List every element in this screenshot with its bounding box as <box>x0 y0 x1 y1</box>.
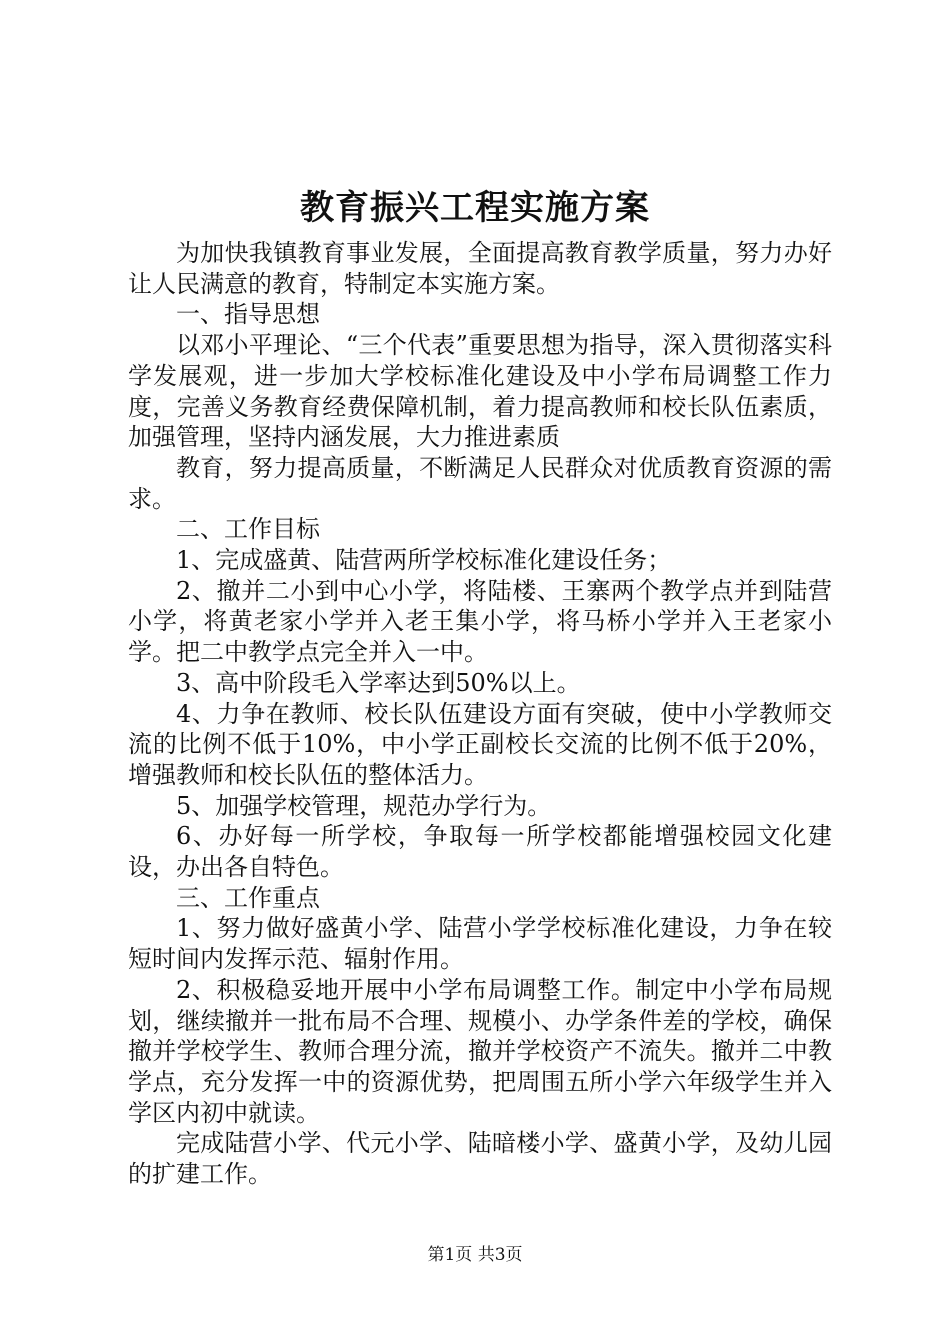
goal-item-1: 1、完成盛黄、陆营两所学校标准化建设任务； <box>176 546 672 575</box>
paragraph-guiding-thought-cont: 教育，努力提高质量，不断满足人民群众对优质教育资源的需求。 <box>128 453 832 513</box>
page-footer: 第1页 共3页 <box>427 1245 523 1265</box>
focus-item-1: 1、努力做好盛黄小学、陆营小学学校标准化建设，力争在较短时间内发挥示范、辐射作用。 <box>128 914 832 974</box>
goal-item-5: 5、加强学校管理，规范办学行为。 <box>176 791 552 820</box>
paragraph-expansion: 完成陆营小学、代元小学、陆暗楼小学、盛黄小学，及幼儿园的扩建工作。 <box>128 1129 832 1189</box>
heading-guiding-thought: 一、指导思想 <box>176 300 320 329</box>
document-body <box>128 238 832 1190</box>
goal-item-4: 4、力争在教师、校长队伍建设方面有突破，使中小学教师交流的比例不低于10%，中小学正副校长交流的比例不低于20%，增强教师和校长队伍的整体活力。 <box>128 699 832 789</box>
heading-work-goals: 二、工作目标 <box>176 515 320 544</box>
paragraph-guiding-thought: 以邓小平理论、“三个代表”重要思想为指导，深入贯彻落实科学发展观，进一步加大学校标准化建设及中小学布局调整工作力度，完善义务教育经费保障机制，着力提高教师和校长队伍素质，加强管理，坚持内涵发展，大力推进素质 <box>128 331 832 452</box>
goal-item-2: 2、撤并二小到中心小学，将陆楼、王寨两个教学点并到陆营小学，将黄老家小学并入老王集小学，将马桥小学并入王老家小学。把二中教学点完全并入一中。 <box>128 576 832 667</box>
goal-item-3: 3、高中阶段毛入学率达到50%以上。 <box>176 668 581 697</box>
focus-item-2: 2、积极稳妥地开展中小学布局调整工作。制定中小学布局规划，继续撤并一批布局不合理、规模小、办学条件差的学校，确保撤并学校学生、教师合理分流，撤并学校资产不流失。撤并二中教学点，充分发挥一中的资源优势，把周围五所小学六年级学生并入学区内初中就读。 <box>128 975 832 1127</box>
goal-item-6: 6、办好每一所学校，争取每一所学校都能增强校园文化建设，办出各自特色。 <box>128 822 832 882</box>
paragraph-intro: 为加快我镇教育事业发展，全面提高教育教学质量，努力办好让人民满意的教育，特制定本实施方案。 <box>128 239 832 298</box>
heading-work-focus: 三、工作重点 <box>176 883 320 912</box>
document-title: 教育振兴工程实施方案 <box>300 188 650 228</box>
